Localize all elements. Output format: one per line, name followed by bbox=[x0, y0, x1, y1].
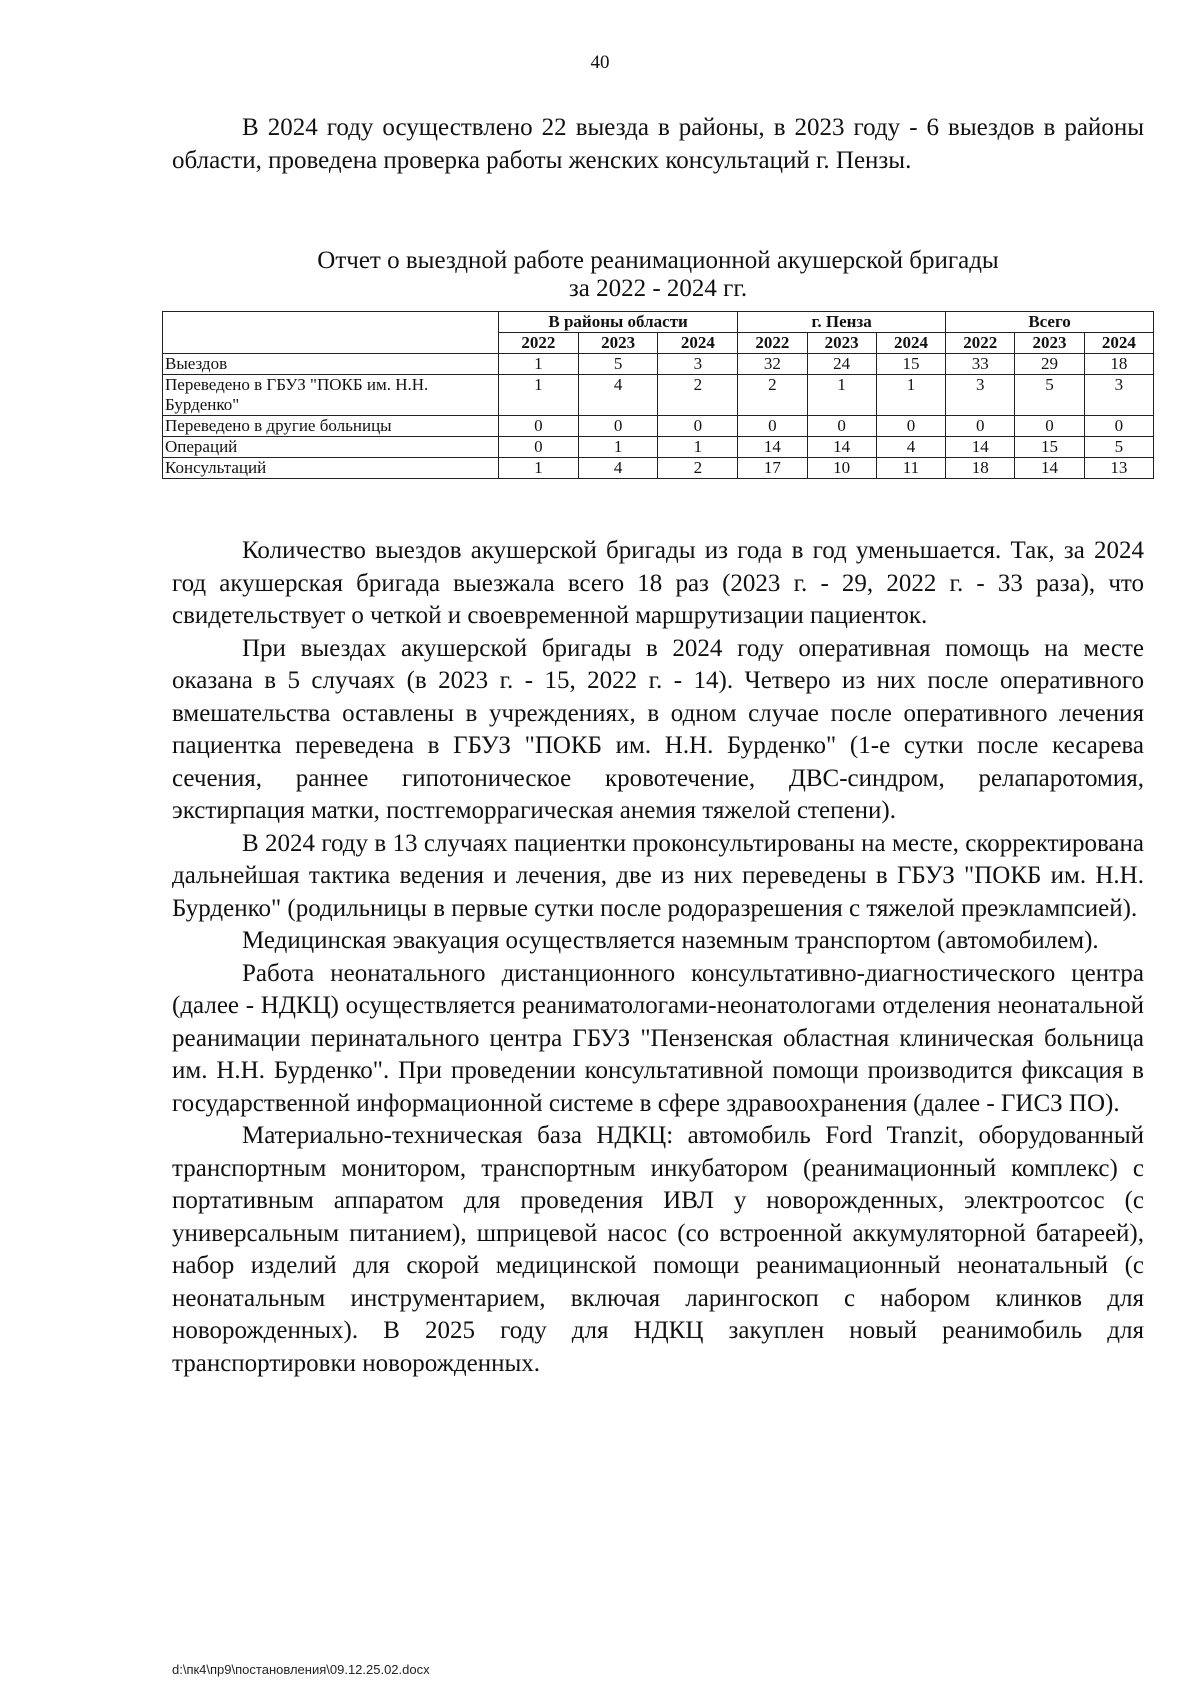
table-cell: 24 bbox=[807, 354, 876, 375]
table-cell: 4 bbox=[876, 437, 945, 458]
table-cell: 33 bbox=[946, 354, 1015, 375]
table-cell: 0 bbox=[658, 416, 738, 437]
group-header-penza: г. Пенза bbox=[738, 312, 946, 333]
table-cell: 4 bbox=[578, 375, 658, 416]
year-header: 2024 bbox=[876, 333, 945, 354]
table-cell: 0 bbox=[1015, 416, 1084, 437]
table-cell: 0 bbox=[946, 416, 1015, 437]
table-cell: 10 bbox=[807, 458, 876, 479]
row-label: Консультаций bbox=[163, 458, 499, 479]
paragraph-evacuation: Медицинская эвакуация осуществляется наземным транспортом (автомобилем). bbox=[242, 927, 1099, 954]
table-cell: 18 bbox=[1084, 354, 1153, 375]
paragraph-consultations: В 2024 году в 13 случаях пациентки проконсультированы на месте, скорректирована дальнейшая тактика ведения и лечения, две из них переведены в ГБУЗ "ПОКБ им. Н.Н. Бурденко" (родильницы в первые сутки после родоразрешения с тяжелой преэклампсией). bbox=[172, 829, 1144, 922]
page-number: 40 bbox=[590, 52, 610, 73]
row-label: Переведено в ГБУЗ "ПОКБ им. Н.Н. Бурденко" bbox=[163, 375, 499, 416]
table-cell: 14 bbox=[1015, 458, 1084, 479]
table-cell: 2 bbox=[658, 458, 738, 479]
table-cell: 0 bbox=[1084, 416, 1153, 437]
paragraph-operative-help: При выездах акушерской бригады в 2024 году оперативная помощь на месте оказана в 5 случаях (в 2023 г. - 15, 2022 г. - 14). Четверо из них после оперативного вмешательства оставлены в учреждениях, в одном случае после оперативного лечения пациентка переведена в ГБУЗ "ПОКБ им. Н.Н. Бурденко" (1-е сутки после кесарева сечения, раннее гипотоническое кровотечение, ДВС-синдром, релапаротомия, экстирпация матки, постгеморрагическая анемия тяжелой степени). bbox=[172, 634, 1144, 824]
table-row bbox=[163, 437, 1154, 458]
table-cell: 3 bbox=[1084, 375, 1153, 416]
table-cell: 4 bbox=[578, 458, 658, 479]
table-cell: 14 bbox=[946, 437, 1015, 458]
table-cell: 5 bbox=[578, 354, 658, 375]
table-cell: 15 bbox=[1015, 437, 1084, 458]
year-header: 2023 bbox=[1015, 333, 1084, 354]
table-cell: 2 bbox=[738, 375, 807, 416]
year-header: 2022 bbox=[946, 333, 1015, 354]
table-cell: 11 bbox=[876, 458, 945, 479]
table-cell: 14 bbox=[738, 437, 807, 458]
table-cell: 1 bbox=[499, 458, 579, 479]
table-cell: 0 bbox=[499, 416, 579, 437]
table-title bbox=[162, 247, 1154, 303]
table-body bbox=[163, 354, 1154, 479]
table-cell: 17 bbox=[738, 458, 807, 479]
table-cell: 5 bbox=[1015, 375, 1084, 416]
year-header: 2022 bbox=[738, 333, 807, 354]
table-cell: 0 bbox=[876, 416, 945, 437]
paragraph-ndkc-work: Работа неонатального дистанционного консультативно-диагностического центра (далее - НДКЦ) осуществляется реаниматологами-неонатологами отделения неонатальной реанимации перинатального центра ГБУЗ "Пензенская областная клиническая больница им. Н.Н. Бурденко". При проведении консультативной помощи производится фиксация в государственной информационной системе в сфере здравоохранения (далее - ГИСЗ ПО). bbox=[172, 959, 1144, 1117]
table-cell: 1 bbox=[499, 354, 579, 375]
year-header: 2024 bbox=[658, 333, 738, 354]
year-header: 2022 bbox=[499, 333, 579, 354]
table-corner-cell bbox=[163, 312, 499, 354]
table-cell: 0 bbox=[807, 416, 876, 437]
table-cell: 0 bbox=[578, 416, 658, 437]
table-cell: 2 bbox=[658, 375, 738, 416]
table-cell: 1 bbox=[876, 375, 945, 416]
group-header-total: Всего bbox=[946, 312, 1154, 333]
table-cell: 3 bbox=[658, 354, 738, 375]
intro-paragraph: В 2024 году осуществлено 22 выезда в районы, в 2023 году - 6 выездов в районы области, проведена проверка работы женских консультаций г. Пензы. bbox=[172, 114, 1144, 174]
table-title-line-2: за 2022 - 2024 гг. bbox=[568, 275, 748, 302]
report-table bbox=[162, 311, 1154, 479]
paragraph-ndkc-equipment: Материально-техническая база НДКЦ: автомобиль Ford Tranzit, оборудованный транспортным монитором, транспортным инкубатором (реанимационный комплекс) с портативным аппаратом для проведения ИВЛ у новорожденных, электроотсос (с универсальным питанием), шприцевой насос (со встроенной аккумуляторной батареей), набор изделий для скорой медицинской помощи реанимационный неонатальный (с неонатальным инструментарием, включая ларингоскоп с набором клинков для новорожденных). В 2025 году для НДКЦ закуплен новый реанимобиль для транспортировки новорожденных. bbox=[172, 1122, 1144, 1377]
table-cell: 32 bbox=[738, 354, 807, 375]
table-cell: 1 bbox=[807, 375, 876, 416]
table-cell: 14 bbox=[807, 437, 876, 458]
table-cell: 3 bbox=[946, 375, 1015, 416]
group-header-districts: В районы области bbox=[499, 312, 738, 333]
row-label: Выездов bbox=[163, 354, 499, 375]
table-cell: 1 bbox=[578, 437, 658, 458]
table-group-header-row bbox=[163, 312, 1154, 333]
table-cell: 13 bbox=[1084, 458, 1153, 479]
table-cell: 0 bbox=[738, 416, 807, 437]
paragraph-trips-decrease: Количество выездов акушерской бригады из года в год уменьшается. Так, за 2024 год акушерская бригада выезжала всего 18 раз (2023 г. - 29, 2022 г. - 33 раза), что свидетельствует о четкой и своевременной маршрутизации пациенток. bbox=[172, 537, 1144, 629]
year-header: 2023 bbox=[578, 333, 658, 354]
table-cell: 1 bbox=[658, 437, 738, 458]
table-cell: 5 bbox=[1084, 437, 1153, 458]
table-cell: 15 bbox=[876, 354, 945, 375]
table-title-line-1: Отчет о выездной работе реанимационной акушерской бригады bbox=[317, 247, 999, 274]
body-text-block bbox=[172, 535, 1144, 1380]
table-row bbox=[163, 375, 1154, 416]
year-header: 2023 bbox=[807, 333, 876, 354]
row-label: Переведено в другие больницы bbox=[163, 416, 499, 437]
table-row bbox=[163, 416, 1154, 437]
year-header: 2024 bbox=[1084, 333, 1153, 354]
table-row bbox=[163, 458, 1154, 479]
table-row bbox=[163, 354, 1154, 375]
row-label: Операций bbox=[163, 437, 499, 458]
footer-file-path: d:\пк4\пр9\постановления\09.12.25.02.docx bbox=[172, 1662, 430, 1677]
table-cell: 18 bbox=[946, 458, 1015, 479]
table-cell: 29 bbox=[1015, 354, 1084, 375]
table-cell: 1 bbox=[499, 375, 579, 416]
table-cell: 0 bbox=[499, 437, 579, 458]
